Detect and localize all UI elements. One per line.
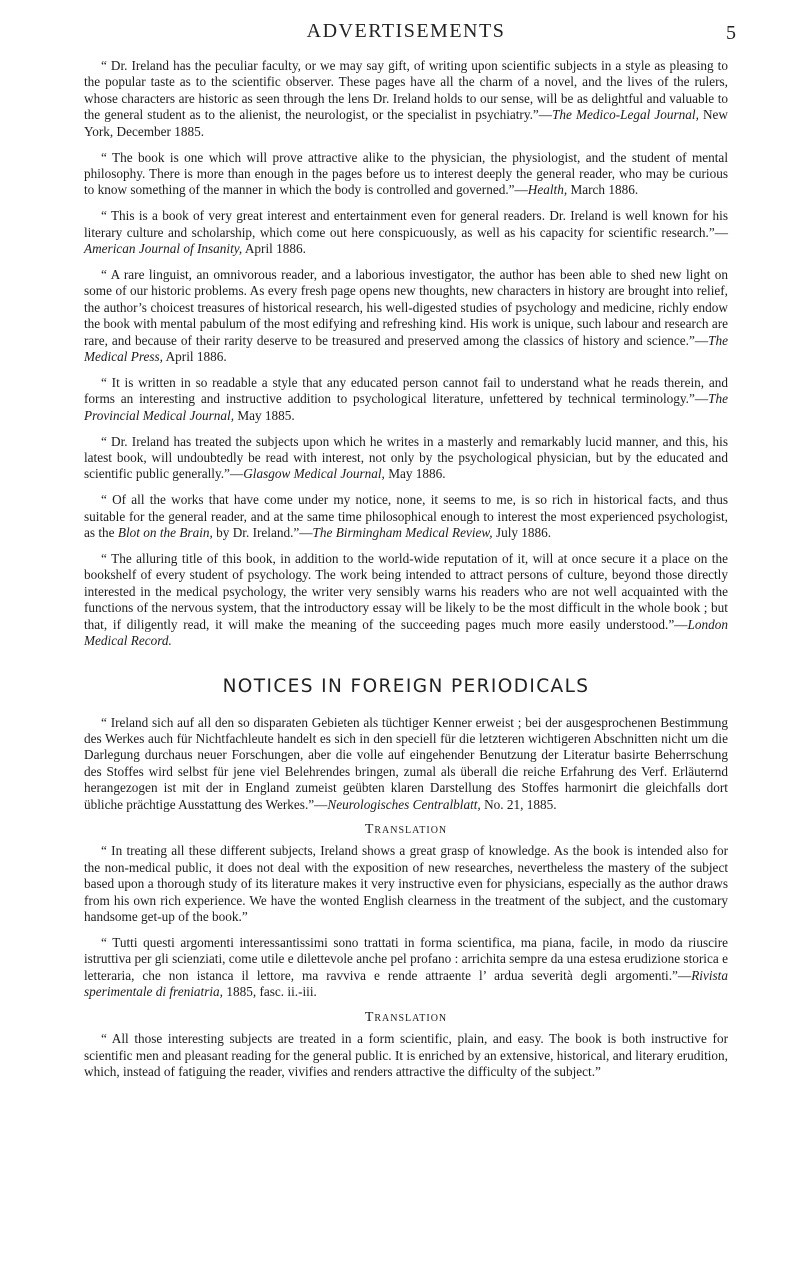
translation-heading: Translation <box>364 1010 448 1026</box>
review-quote: “ It is written in so readable a style that any educated person cannot fail to understand what he reads therein, and forms an interesting and instructive addition to psychological literature, unfettered by technical terminology.”—The Provincial Medical Journal, May 1885. <box>84 374 728 423</box>
review-source: The Medical Press, <box>84 332 728 364</box>
review-source: The Medico-Legal Journal, <box>552 107 699 123</box>
review-source: The Provincial Medical Journal, <box>84 391 728 423</box>
review-source: The Birmingham Medical Review, <box>312 525 493 541</box>
page-number: 5 <box>726 22 736 44</box>
review-quote: “ The alluring title of this book, in addition to the world-wide reputation of it, will at once secure it a place on the bookshelf of every student of psychology. The work being intended to attract persons of culture, beyond those directly interested in the medical psychology, the writer very sensibly warns his readers who are not well acquainted with the functions of the nervous system, that the introductory essay will be likely to be the most difficult in the whole book ; but that, if diligently read, it will make the meaning of the succeeding pages much more easily understood.”—London Medical Record. <box>84 551 728 649</box>
book-title: Blot on the Brain, <box>117 525 213 541</box>
review-source: American Journal of Insanity, <box>84 241 243 257</box>
review-source: Glasgow Medical Journal, <box>243 466 385 482</box>
section-heading: NOTICES IN FOREIGN PERIODICALS <box>222 675 590 697</box>
italian-notice: “ Tutti questi argomenti interessantissimi sono trattati in forma scientifica, ma piana, facile, in modo da riuscire istruttiva per gli scienziati, come utile e dilettevole anche pel profano : arrichita sempre da una estesa erudizione storica e letteraria, che non istanca il lettore, ma ravviva e rende attraente l’ ardua severità degli argomenti.”—Rivista sperimentale di freniatria, 1885, fasc. ii.-iii. <box>84 934 728 1000</box>
page-header <box>84 0 736 58</box>
italian-translation: “ All those interesting subjects are treated in a form scientific, plain, and easy. The book is both instructive for scientific men and pleasant reading for the general public. It is enriched by an extensive, historical, and literary erudition, which, instead of fatiguing the reader, vivifies and renders attractive the difficulty of the subject.” <box>84 1031 728 1079</box>
review-quote: “ The book is one which will prove attractive alike to the physician, the physiologist, and the student of mental philosophy. There is more than enough in the pages before us to interest deeply the general reader, who may be curious to know something of the manner in which the body is controlled and governed.”—Health, March 1886. <box>84 149 728 198</box>
review-quote: “ Dr. Ireland has the peculiar faculty, or we may say gift, of writing upon scientific subjects in a style as pleasing to the popular taste as to the scientific observer. These pages have all the charm of a novel, and the lives of the rulers, whose characters are historic as seen through the lens Dr. Ireland holds to our sense, will be as delightful and valuable to the general student as to the alienist, the neurologist, or the specialist in psychiatry.”—The Medico-Legal Journal, New York, December 1885. <box>84 58 728 139</box>
review-quote: “ A rare linguist, an omnivorous reader, and a laborious investigator, the author has been able to shed new light on some of our historic problems. As every fresh page opens new thoughts, new characters in history are brought into relief, the author’s choicest treasures of historical research, his well-digested studies of psychology and medicine, richly endow the book with mental pabulum of the most edifying and refreshing kind. His work is unique, such labour and research are rare, and because of their rarity deserve to be treasured and preserved among the classics of history and science.”—The Medical Press, April 1886. <box>84 266 728 364</box>
review-source: Health, <box>527 182 568 198</box>
review-quote: “ Dr. Ireland has treated the subjects upon which he writes in a masterly and remarkably lucid manner, and this, his latest book, will undoubtedly be read with interest, not only by the psychological physician, but by the educated and scientific public generally.”—Glasgow Medical Journal, May 1886. <box>84 433 728 482</box>
german-translation: “ In treating all these different subjects, Ireland shows a great grasp of knowledge. As the book is intended also for the non-medical public, it does not deal with the exposition of new researches, nevertheless the mastery of the subject based upon a thorough study of its literature makes it very instructive even for physicians, especially as the author draws from his own rich experience. We have the wonted English clearness in the treatment of the subject, and the customary handsome get-up of the book.” <box>84 843 728 925</box>
german-notice: “ Ireland sich auf all den so disparaten Gebieten als tüchtiger Kenner erweist ; bei der ausgesprochenen Bestimmung des Werkes auch für Nichtfachleute handelt es sich in den speciell für die letzteren wichtigeren Abschnitten nicht um die Darlegung durchaus neuer Forschungen, aber die volle auf eingehender Benutzung der Literatur basirte Beherrschung des Stoffes wird selbst für jene viel Belehrendes bringen, zumal als überall die reiche Erfahrung des Verf. Erläuternd herangezogen ist mit der in England zumeist geübten klaren Darstellung des Stoffes harmonirt die gleichfalls dort übliche prächtige Ausstattung des Werkes.”—Neurologisches Centralblatt, No. 21, 1885. <box>84 714 728 812</box>
review-quote: “ Of all the works that have come under my notice, none, it seems to me, is so rich in historical facts, and thus suitable for the general reader, and at the same time philosophical enough to interest the most experienced psychologist, as the Blot on the Brain, by Dr. Ireland.”—The Birmingham Medical Review, July 1886. <box>84 492 728 541</box>
review-source: Neurologisches Centralblatt, <box>327 796 481 812</box>
running-head: ADVERTISEMENTS <box>306 20 506 42</box>
review-quote: “ This is a book of very great interest and entertainment even for general readers. Dr. Ireland is well known for his literary culture and scholarship, which come out here conspicuously, as well as his capacity for scientific research.”—American Journal of Insanity, April 1886. <box>84 208 728 257</box>
translation-heading: Translation <box>364 822 448 838</box>
review-source: London Medical Record. <box>84 616 728 649</box>
review-source: Rivista sperimentale di freniatria, <box>84 967 728 1000</box>
